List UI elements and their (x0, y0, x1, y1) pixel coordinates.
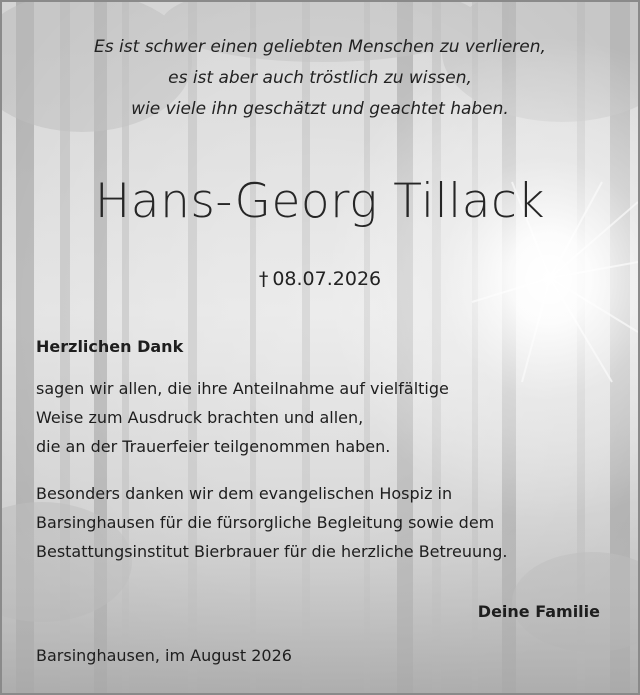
death-date: 08.07.2026 (272, 268, 382, 290)
cross-icon: † (258, 268, 269, 290)
paragraph-line: Weise zum Ausdruck brachten und allen, (36, 408, 364, 427)
memorial-quote (2, 32, 638, 125)
quote-line: Es ist schwer einen geliebten Menschen zu verlieren, (94, 37, 546, 57)
paragraph-line: sagen wir allen, die ihre Anteilnahme auf vielfältige (36, 379, 449, 398)
thanks-heading: Herzlichen Dank (36, 337, 184, 356)
paragraph-line: Barsinghausen für die fürsorgliche Begleitung sowie dem (36, 513, 495, 532)
paragraph-line: die an der Trauerfeier teilgenommen haben. (36, 437, 391, 456)
quote-line: wie viele ihn geschätzt und geachtet haben. (131, 99, 509, 119)
quote-line: es ist aber auch tröstlich zu wissen, (168, 68, 472, 88)
paragraph-line: Besonders danken wir dem evangelischen Hospiz in (36, 484, 453, 503)
paragraph-line: Bestattungsinstitut Bierbrauer für die herzliche Betreuung. (36, 542, 508, 561)
place-and-date: Barsinghausen, im August 2026 (36, 646, 292, 665)
death-date-line (2, 268, 638, 290)
thanks-paragraph (36, 374, 449, 461)
deceased-name: Hans-Georg Tillack (94, 174, 546, 229)
special-thanks-paragraph (36, 479, 508, 566)
notice-content (2, 2, 638, 693)
family-signature: Deine Familie (477, 602, 600, 621)
